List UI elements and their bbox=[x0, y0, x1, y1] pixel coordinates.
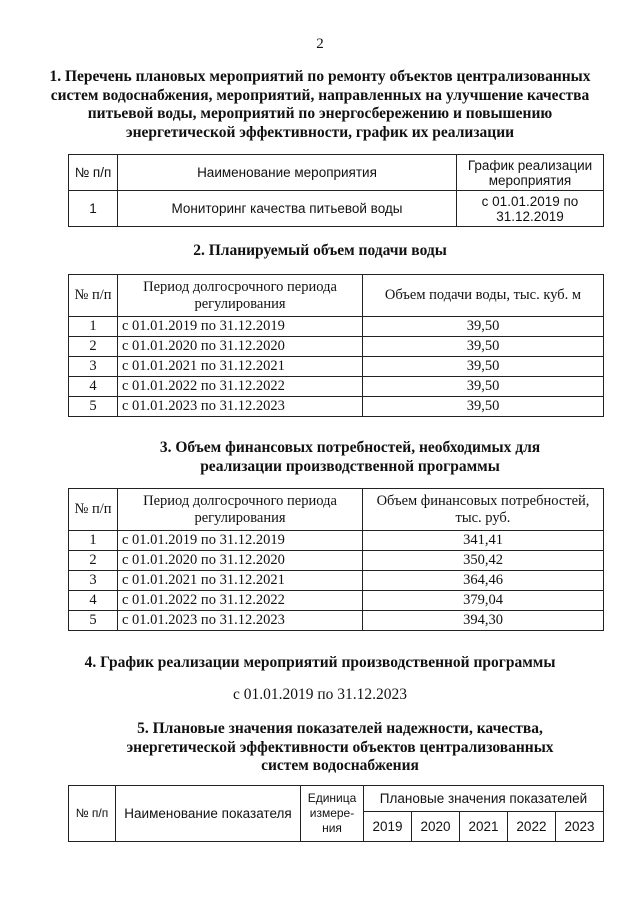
cell-finance: 394,30 bbox=[363, 611, 604, 631]
cell-volume: 39,50 bbox=[363, 397, 604, 417]
header-num: № п/п bbox=[69, 275, 118, 317]
cell-period: с 01.01.2023 по 31.12.2023 bbox=[118, 397, 363, 417]
cell-finance: 364,46 bbox=[363, 571, 604, 591]
cell-num: 1 bbox=[69, 531, 118, 551]
table-row bbox=[69, 337, 604, 357]
table-row bbox=[69, 397, 604, 417]
header-year: 2021 bbox=[459, 812, 507, 842]
table-row bbox=[69, 377, 604, 397]
cell-num: 5 bbox=[69, 611, 118, 631]
header-volume: Объем подачи воды, тыс. куб. м bbox=[363, 275, 604, 317]
cell-volume: 39,50 bbox=[363, 317, 604, 337]
header-year: 2022 bbox=[507, 812, 555, 842]
header-period: Период долгосрочного периода регулирования bbox=[118, 275, 363, 317]
cell-period: с 01.01.2022 по 31.12.2022 bbox=[118, 591, 363, 611]
cell-num: 1 bbox=[69, 191, 118, 227]
header-schedule: График реализации мероприятия bbox=[457, 155, 604, 191]
section5-title: 5. Плановые значения показателей надежности, качества, энергетической эффективности объектов централизованных систем водоснабжения bbox=[126, 720, 554, 774]
header-num: № п/п bbox=[69, 489, 118, 531]
header-indicator: Наименование показателя bbox=[116, 786, 301, 842]
section4-period: с 01.01.2019 по 31.12.2023 bbox=[232, 686, 408, 703]
header-year: 2019 bbox=[364, 812, 412, 842]
cell-num: 4 bbox=[69, 377, 118, 397]
table-row bbox=[69, 591, 604, 611]
cell-num: 3 bbox=[69, 571, 118, 591]
cell-volume: 39,50 bbox=[363, 377, 604, 397]
cell-finance: 341,41 bbox=[363, 531, 604, 551]
cell-volume: 39,50 bbox=[363, 357, 604, 377]
section2-title: 2. Планируемый объем подачи воды bbox=[193, 242, 447, 259]
header-planned-values: Плановые значения показателей bbox=[364, 786, 604, 812]
table-row bbox=[69, 551, 604, 571]
cell-num: 5 bbox=[69, 397, 118, 417]
table-row bbox=[69, 317, 604, 337]
cell-volume: 39,50 bbox=[363, 337, 604, 357]
header-num: № п/п bbox=[69, 155, 118, 191]
cell-num: 1 bbox=[69, 317, 118, 337]
header-num: № п/п bbox=[69, 786, 116, 842]
cell-period: с 01.01.2020 по 31.12.2020 bbox=[118, 551, 363, 571]
cell-period: с 01.01.2022 по 31.12.2022 bbox=[118, 377, 363, 397]
cell-name: Мониторинг качества питьевой воды bbox=[118, 191, 457, 227]
header-finance: Объем финансовых потребностей, тыс. руб. bbox=[363, 489, 604, 531]
header-name: Наименование мероприятия bbox=[118, 155, 457, 191]
section1-title: 1. Перечень плановых мероприятий по ремонту объектов централизованных систем водоснабжения, мероприятий, направленных на улучшение качества питьевой воды, мероприятий по энергосбережению и повышению энергетической эффективности, график их реализации bbox=[49, 68, 591, 141]
table-row bbox=[69, 571, 604, 591]
table-row bbox=[69, 357, 604, 377]
cell-period: с 01.01.2020 по 31.12.2020 bbox=[118, 337, 363, 357]
section2-table bbox=[68, 274, 604, 417]
section5-table bbox=[68, 785, 604, 842]
section3-title: 3. Объем финансовых потребностей, необходимых для реализации производственной программы bbox=[159, 439, 541, 475]
table-header-row bbox=[69, 786, 604, 812]
cell-num: 4 bbox=[69, 591, 118, 611]
table-header-row bbox=[69, 155, 604, 191]
header-year: 2020 bbox=[411, 812, 459, 842]
section3-table bbox=[68, 488, 604, 631]
cell-num: 2 bbox=[69, 551, 118, 571]
cell-period: с 01.01.2021 по 31.12.2021 bbox=[118, 571, 363, 591]
page-number: 2 bbox=[316, 36, 324, 52]
cell-period: с 01.01.2019 по 31.12.2019 bbox=[118, 317, 363, 337]
cell-num: 3 bbox=[69, 357, 118, 377]
table-row bbox=[69, 611, 604, 631]
table-row bbox=[69, 531, 604, 551]
section1-table bbox=[68, 154, 604, 227]
cell-finance: 350,42 bbox=[363, 551, 604, 571]
section4-title: 4. График реализации мероприятий производственной программы bbox=[84, 654, 556, 671]
cell-period: с 01.01.2023 по 31.12.2023 bbox=[118, 611, 363, 631]
header-unit: Единица измере-ния bbox=[301, 786, 364, 842]
header-period: Период долгосрочного периода регулирования bbox=[118, 489, 363, 531]
table-header-row bbox=[69, 489, 604, 531]
table-row bbox=[69, 191, 604, 227]
cell-period: с 01.01.2019 по 31.12.2019 bbox=[118, 531, 363, 551]
header-year: 2023 bbox=[555, 812, 603, 842]
cell-period: с 01.01.2021 по 31.12.2021 bbox=[118, 357, 363, 377]
table-header-row bbox=[69, 275, 604, 317]
cell-finance: 379,04 bbox=[363, 591, 604, 611]
cell-schedule: с 01.01.2019 по 31.12.2019 bbox=[457, 191, 604, 227]
cell-num: 2 bbox=[69, 337, 118, 357]
